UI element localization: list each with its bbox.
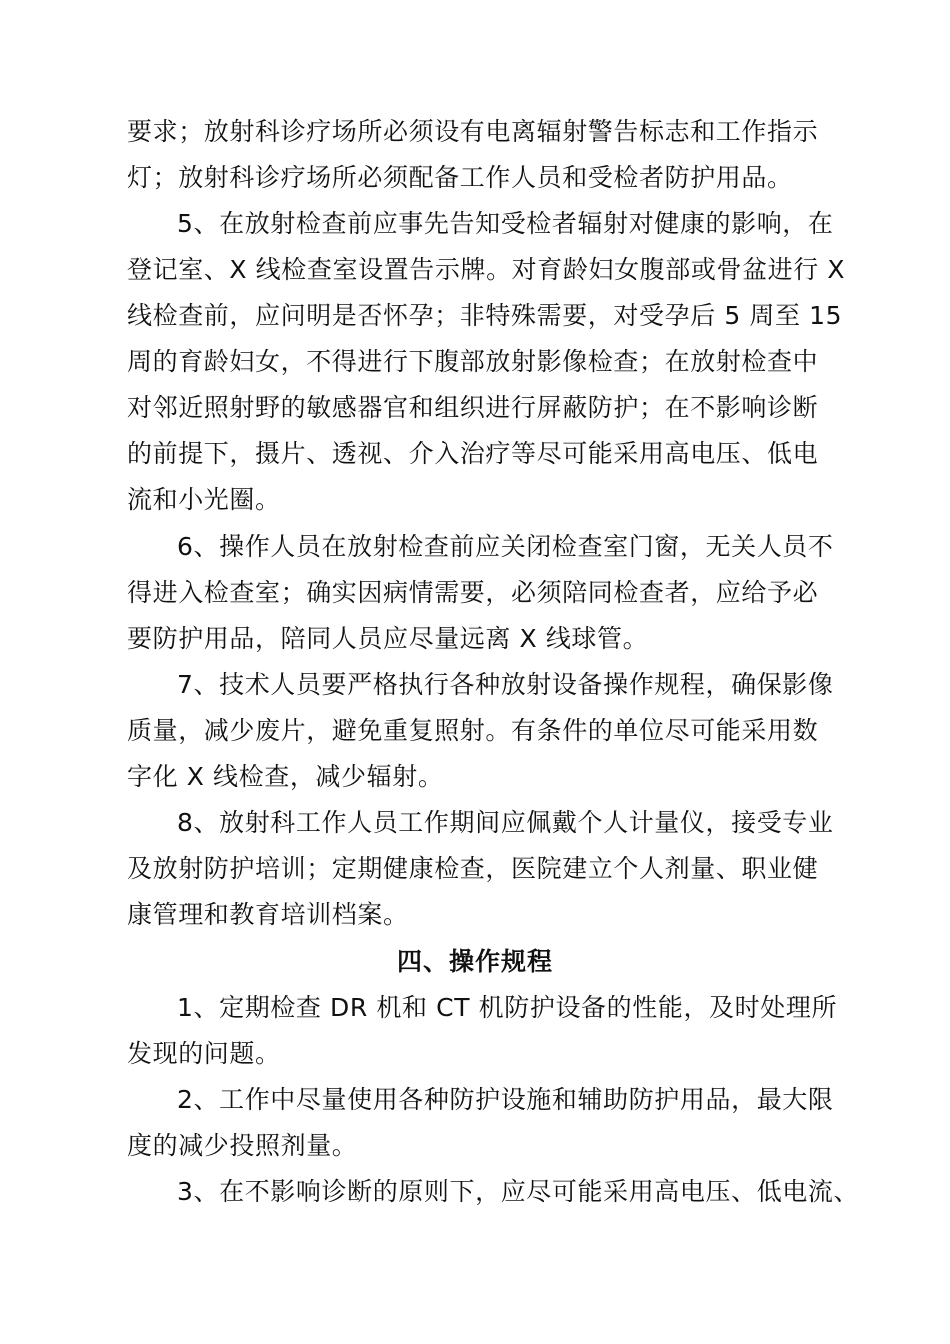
- text-line: 发现的问题。: [127, 1039, 281, 1068]
- text-line: 的前提下，摄片、透视、介入治疗等尽可能采用高电压、低电: [127, 439, 819, 468]
- text-line: 5、在放射检查前应事先告知受检者辐射对健康的影响，在: [177, 209, 834, 238]
- text-line: 灯；放射科诊疗场所必须配备工作人员和受检者防护用品。: [127, 163, 793, 192]
- text-line: 得进入检查室；确实因病情需要，必须陪同检查者，应给予必: [127, 578, 819, 607]
- text-line: 康管理和教育培训档案。: [127, 900, 409, 929]
- section-heading: 四、操作规程: [396, 947, 553, 976]
- text-line: 6、操作人员在放射检查前应关闭检查室门窗，无关人员不: [177, 532, 834, 561]
- text-line: 1、定期检查 DR 机和 CT 机防护设备的性能，及时处理所: [177, 993, 838, 1022]
- text-line: 字化 X 线检查，减少辐射。: [127, 762, 444, 791]
- text-line: 要防护用品，陪同人员应尽量远离 X 线球管。: [127, 624, 649, 653]
- text-line: 及放射防护培训；定期健康检查，医院建立个人剂量、职业健: [127, 854, 819, 883]
- text-line: 度的减少投照剂量。: [127, 1131, 358, 1160]
- text-line: 7、技术人员要严格执行各种放射设备操作规程，确保影像: [177, 670, 834, 699]
- text-line: 2、工作中尽量使用各种防护设施和辅助防护用品，最大限: [177, 1085, 834, 1114]
- text-line: 登记室、X 线检查室设置告示牌。对育龄妇女腹部或骨盆进行 X: [127, 255, 846, 284]
- text-line: 线检查前，应问明是否怀孕；非特殊需要，对受孕后 5 周至 15: [127, 301, 843, 330]
- text-line: 3、在不影响诊断的原则下，应尽可能采用高电压、低电流、: [177, 1177, 860, 1206]
- text-line: 对邻近照射野的敏感器官和组织进行屏蔽防护；在不影响诊断: [127, 393, 819, 422]
- text-line: 周的育龄妇女，不得进行下腹部放射影像检查；在放射检查中: [127, 347, 819, 376]
- text-line: 质量，减少废片，避免重复照射。有条件的单位尽可能采用数: [127, 716, 819, 745]
- text-line: 8、放射科工作人员工作期间应佩戴个人计量仪，接受专业: [177, 808, 834, 837]
- text-line: 流和小光圈。: [127, 485, 281, 514]
- text-line: 要求；放射科诊疗场所必须设有电离辐射警告标志和工作指示: [127, 117, 819, 146]
